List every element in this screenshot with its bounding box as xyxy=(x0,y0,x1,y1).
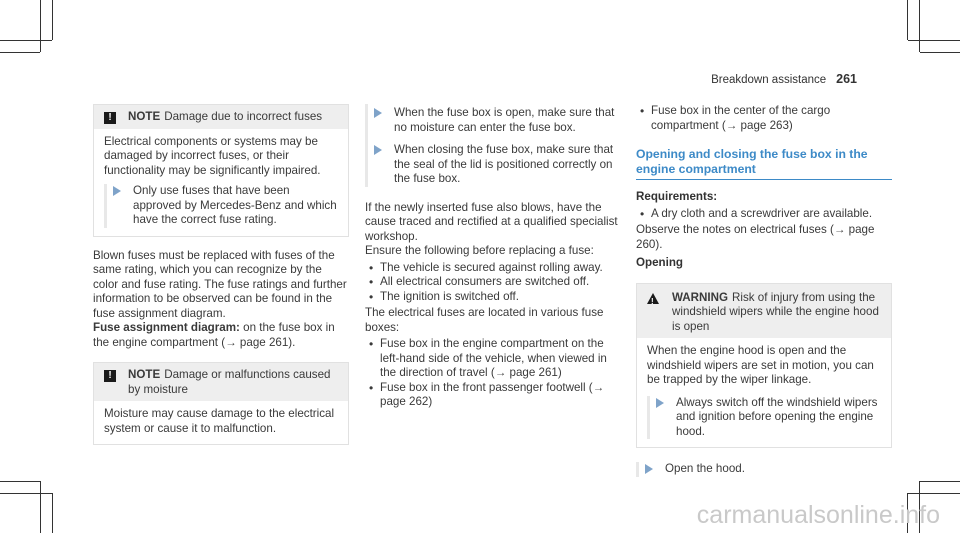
crop-mark xyxy=(907,0,908,40)
instruction-step xyxy=(104,184,338,228)
crop-mark xyxy=(40,0,41,52)
crop-mark xyxy=(908,40,960,41)
continued-steps xyxy=(365,104,621,187)
crop-mark xyxy=(0,481,40,482)
warning-box xyxy=(636,283,892,449)
paragraph: Blown fuses must be replaced with fuses of the same rating, which you can recognize by the color and fuse rating. The fuse ratings and further information to be observed can be found in the fuse assignment diagram. xyxy=(93,248,347,320)
crop-mark xyxy=(0,52,40,53)
crop-mark xyxy=(0,493,52,494)
crop-mark xyxy=(52,493,53,533)
crop-mark xyxy=(0,40,52,41)
crop-mark xyxy=(920,481,960,482)
warning-header xyxy=(637,284,891,339)
note-header xyxy=(94,105,348,129)
crop-mark xyxy=(919,0,920,52)
watermark: carmanualsonline.info xyxy=(696,501,940,529)
warning-triangle-icon: ! xyxy=(647,293,659,304)
note-header xyxy=(94,363,348,401)
section-title: Breakdown assistance xyxy=(711,74,827,86)
warning-body: When the engine hood is open and the windshield wipers are set in motion, you can be trapped by the wiper linkage. xyxy=(647,344,874,386)
arrow-icon xyxy=(374,145,382,155)
step-text: Only use fuses that have been approved by Mercedes-Benz and which have the correct fuse rating. xyxy=(133,184,337,226)
note-keyword: NOTE xyxy=(128,368,161,381)
note-box xyxy=(93,104,349,237)
instruction-step xyxy=(636,462,892,477)
section-heading: Opening and closing the fuse box in the engine compartment xyxy=(636,147,892,180)
list-item: • A dry cloth and a screwdriver are available. xyxy=(636,207,892,222)
list-item: • Fuse box in the center of the cargo compartment (→ page 263) xyxy=(636,104,892,133)
arrow-icon xyxy=(645,464,653,474)
paragraph-text: on the fuse box in the engine compartment (→ page 261). xyxy=(93,321,335,349)
step-text: When closing the fuse box, make sure that the seal of the lid is positioned correctly on the fuse box. xyxy=(394,143,614,185)
crop-mark xyxy=(920,52,960,53)
warning-title: Risk of injury from using the windshield wipers while the engine hood is open xyxy=(672,290,879,333)
page-header xyxy=(711,72,857,86)
arrow-icon xyxy=(656,398,664,408)
instruction-step xyxy=(372,143,621,187)
requirements-label: Requirements: xyxy=(636,190,718,203)
instruction-step xyxy=(372,106,621,135)
step-text: Open the hood. xyxy=(665,462,745,475)
middle-column xyxy=(365,104,621,410)
crop-mark xyxy=(52,0,53,40)
list-item: • Fuse box in the front passenger footwell (→ page 262) xyxy=(365,381,621,410)
note-body: Moisture may cause damage to the electrical system or cause it to malfunction. xyxy=(104,407,335,435)
paragraph xyxy=(93,321,349,350)
list-item: • The ignition is switched off. xyxy=(365,290,621,305)
opening-label: Opening xyxy=(636,256,684,269)
bullet-list xyxy=(365,261,621,305)
paragraph: Observe the notes on electrical fuses (→ page 260). xyxy=(636,223,875,251)
note-box xyxy=(93,362,349,445)
step-text: Always switch off the windshield wipers and ignition before opening the engine hood. xyxy=(676,395,878,438)
warning-keyword: WARNING xyxy=(672,290,729,304)
paragraph-label: Fuse assignment diagram: xyxy=(93,321,240,334)
note-title: Damage or malfunctions caused by moisture xyxy=(128,368,331,396)
list-item: • Fuse box in the engine compartment on the left-hand side of the vehicle, when viewed in the direction of travel (→ page 261) xyxy=(365,337,621,381)
paragraph: Ensure the following before replacing a fuse: xyxy=(365,244,594,257)
crop-mark xyxy=(40,481,41,533)
bullet-list xyxy=(636,104,892,133)
list-item: • The vehicle is secured against rolling away. xyxy=(365,261,621,276)
list-item: • All electrical consumers are switched off. xyxy=(365,275,621,290)
bullet-list xyxy=(636,207,892,222)
note-body: Electrical components or systems may be damaged by incorrect fuses, or their functionality may be significantly impaired. xyxy=(104,134,321,177)
arrow-icon xyxy=(113,186,121,196)
instruction-step xyxy=(647,396,881,440)
note-title: Damage due to incorrect fuses xyxy=(164,110,323,123)
exclamation-icon: ! xyxy=(104,370,116,382)
step-text: When the fuse box is open, make sure that no moisture can enter the fuse box. xyxy=(394,106,615,134)
right-column xyxy=(636,104,892,477)
page-number: 261 xyxy=(836,72,857,86)
crop-mark xyxy=(908,493,960,494)
note-keyword: NOTE xyxy=(128,110,161,123)
bullet-list xyxy=(365,337,621,410)
left-column xyxy=(93,104,349,445)
paragraph: The electrical fuses are located in various fuse boxes: xyxy=(365,306,604,334)
paragraph: If the newly inserted fuse also blows, have the cause traced and rectified at a qualified specialist workshop. xyxy=(365,200,618,243)
arrow-icon xyxy=(374,108,382,118)
exclamation-icon: ! xyxy=(104,112,116,124)
